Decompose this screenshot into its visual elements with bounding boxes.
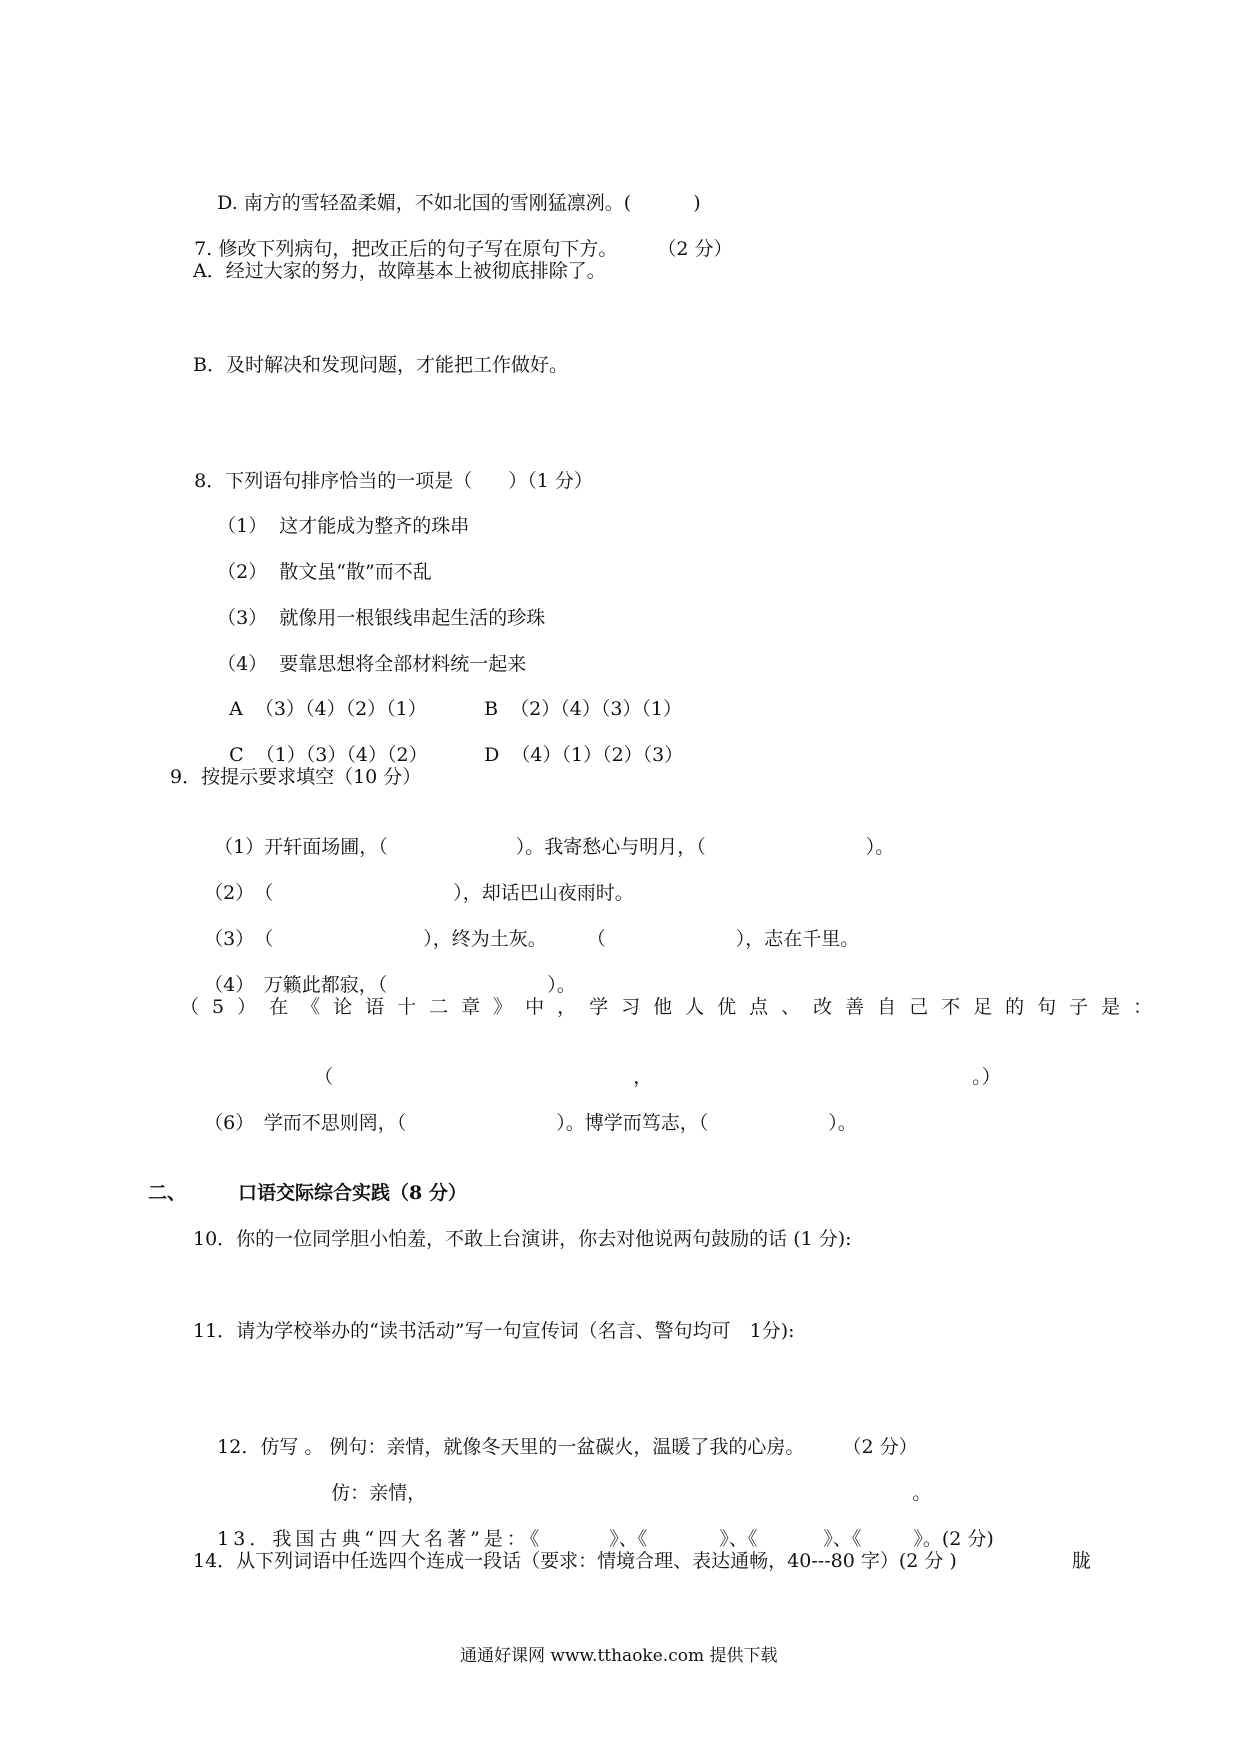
q9-line-5-open: （ — [314, 1066, 334, 1088]
q13-prompt-text: 13．我国古典“四大名著”是： — [217, 1528, 530, 1550]
q8-item-text: 要靠思想将全部材料统一起来 — [279, 653, 527, 675]
q9-line-1-a: （1）开轩面场圃，（ — [214, 836, 388, 858]
q7-prompt-text: 7. 修改下列病句，把改正后的句子写在原句下方。 — [194, 238, 618, 260]
q8-choice-label: D — [484, 744, 500, 766]
q9-line-5: （5）在《论语十二章》中，学习他人优点、改善自己不足的句子是： — [180, 996, 1166, 1018]
q8-choice-order: （3）（4）（2）（1） — [254, 698, 427, 720]
q8-item-num: （4） — [217, 653, 268, 675]
q9-prompt: 9．按提示要求填空（10 分） — [170, 766, 422, 788]
section-2-title: 口语交际综合实践（8 分） — [238, 1182, 467, 1204]
q14-tail: 胧 — [1072, 1550, 1092, 1572]
q9-line-6-c: ）。 — [828, 1112, 857, 1134]
q12-prompt-text: 12．仿写 。 例句：亲情，就像冬天里的一盆碳火，温暖了我的心房。 — [217, 1436, 805, 1458]
q13-bracket: 》、《 — [823, 1528, 862, 1550]
q8-item-num: （3） — [217, 607, 268, 629]
q8-item-num: （2） — [217, 561, 268, 583]
q8-choice-d — [460, 719, 683, 791]
q8-item-num: （1） — [217, 515, 268, 537]
q8-item-text: 散文虽“散”而不乱 — [279, 561, 432, 583]
q9-line-6-b: ）。博学而笃志，（ — [556, 1112, 709, 1134]
q9-line-4-b: ）。 — [547, 974, 576, 996]
q9-line-2-a: （2） （ — [204, 882, 274, 904]
q12-imitate-text: 仿：亲情， — [331, 1482, 427, 1504]
q8-choice-label: C — [229, 744, 244, 766]
q9-line-6 — [180, 1087, 857, 1159]
q14-prompt: 14．从下列词语中任选四个连成一段话（要求：情境合理、表达通畅，40---80 字）(2 分 ) — [193, 1550, 957, 1572]
q9-line-5-comma: ， — [633, 1066, 653, 1088]
q9-line-1-c: ）。 — [865, 836, 895, 858]
q8-choice-label: A — [229, 698, 243, 720]
q9-line-6-a: （6） 学而不思则罔，（ — [204, 1112, 407, 1134]
q8-choice-order: （1）（3）（4）（2） — [255, 744, 428, 766]
q13-bracket: 》、《 — [609, 1528, 648, 1550]
q8-item-text: 就像用一根银线串起生活的珍珠 — [279, 607, 546, 629]
q10-prompt: 10．你的一位同学胆小怕羞，不敢上台演讲，你去对他说两句鼓励的话 (1 分): — [193, 1228, 852, 1250]
q9-line-3-b: ），终为土灰。 — [423, 928, 547, 950]
page-footer: 通通好课网 www.tthaoke.com 提供下载 — [460, 1646, 778, 1666]
q7-sentence-a: A．经过大家的努力，故障基本上被彻底排除了。 — [193, 260, 606, 282]
q9-line-3-d: ），志在千里。 — [735, 928, 860, 950]
q8-choice-order: （4）（1）（2）（3） — [511, 744, 684, 766]
section-2-number: 二、 — [148, 1182, 187, 1204]
q13-bracket: 《 — [529, 1528, 540, 1550]
q13-bracket: 》、《 — [719, 1528, 758, 1550]
q9-line-4-a: （4） 万籁此都寂，（ — [204, 974, 388, 996]
q12-imitate-end: 。 — [912, 1482, 932, 1504]
q8-prompt-text: 8．下列语句排序恰当的一项是（ — [194, 470, 473, 492]
q8-item-text: 这才能成为整齐的珠串 — [279, 515, 470, 537]
q9-line-2-b: ），却话巴山夜雨时。 — [453, 882, 634, 904]
q7-score: （2 分） — [657, 238, 733, 260]
q7-sentence-b: B．及时解决和发现问题，才能把工作做好。 — [193, 354, 568, 376]
q6-option-d-text: D. 南方的雪轻盈柔媚，不如北国的雪刚猛凛冽。( — [217, 192, 632, 214]
q8-choice-label: B — [484, 698, 499, 720]
q8-choice-order: （2）（4）（3）（1） — [510, 698, 682, 720]
q9-line-1-b: ）。我寄愁心与明月，（ — [515, 836, 706, 858]
q9-line-5-close: 。） — [972, 1066, 1001, 1088]
q9-line-3-c: （ — [586, 928, 606, 950]
q11-prompt: 11．请为学校举办的“读书活动”写一句宣传词（名言、警句均可 1分): — [193, 1320, 795, 1342]
q13-bracket-end: 》。(2 分) — [913, 1528, 994, 1550]
q12-score: （2 分） — [842, 1436, 918, 1458]
q8-prompt-end: ）（1 分） — [508, 470, 593, 492]
q9-line-3-a: （3） （ — [204, 928, 274, 950]
q6-option-d-end: ) — [693, 192, 701, 214]
